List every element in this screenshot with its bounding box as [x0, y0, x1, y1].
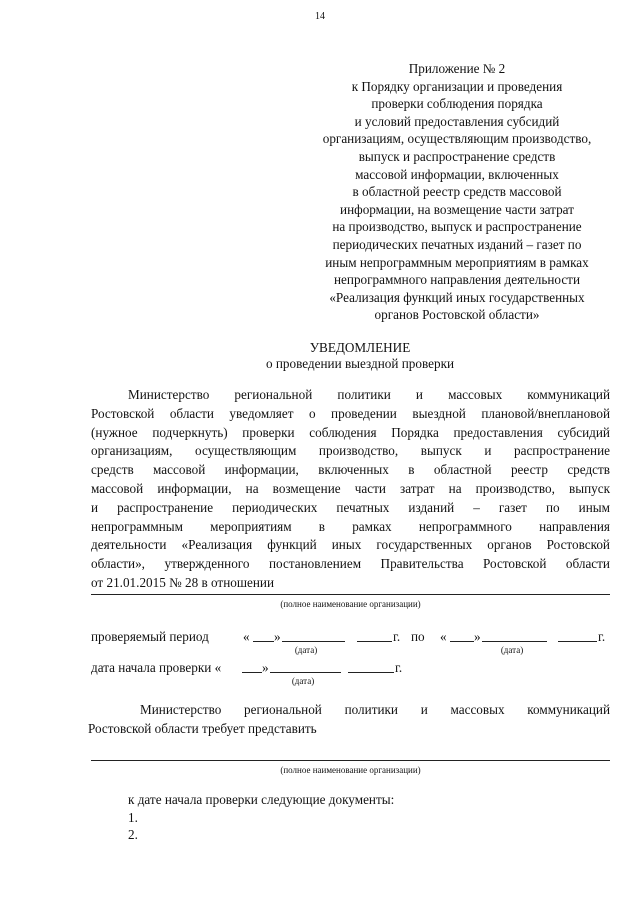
period-to-year-suffix: г.	[598, 629, 606, 644]
start-date-caption: (дата)	[291, 676, 315, 686]
request-paragraph	[88, 701, 610, 739]
org-name-field[interactable]	[91, 760, 610, 761]
paragraph-line: области», утвержденного постановлением Правительства Ростовской области	[91, 556, 610, 572]
period-from-year-field[interactable]	[357, 630, 392, 642]
period-close-quote: »	[474, 629, 481, 644]
paragraph-line: Министерство региональной политики и массовых коммуникаций	[140, 702, 610, 717]
paragraph-line: от 21.01.2015 № 28 в отношении	[91, 574, 275, 590]
period-to-day-field[interactable]	[450, 630, 474, 642]
appendix-line: и условий предоставления субсидий	[354, 113, 560, 129]
period-to-date-caption: (дата)	[500, 645, 524, 655]
period-from-day-field[interactable]	[253, 630, 274, 642]
period-open-quote: «	[243, 629, 250, 644]
paragraph-line: Министерство региональной политики и массовых коммуникаций	[128, 387, 610, 402]
start-date-month-field[interactable]	[270, 661, 341, 673]
period-open-quote: «	[440, 629, 447, 644]
documents-intro: к дате начала проверки следующие документы:	[128, 792, 395, 807]
paragraph-line: деятельности «Реализация функций иных государственных органов Ростовской	[91, 537, 610, 553]
period-to-label: по	[411, 629, 425, 644]
appendix-line: выпуск и распространение средств	[358, 148, 556, 164]
notice-paragraph	[91, 386, 610, 593]
start-date-label: дата начала проверки «	[91, 660, 222, 675]
appendix-line: «Реализация функций иных государственных	[329, 289, 585, 305]
appendix-line: органов Ростовской области»	[374, 307, 540, 323]
paragraph-line: и распространение периодических печатных изданий – газет по иным	[91, 499, 610, 515]
appendix-line: массовой информации, включенных	[355, 166, 559, 182]
appendix-line: информации, на возмещение части затрат	[340, 201, 574, 217]
paragraph-line: Ростовской области требует представить	[88, 720, 317, 736]
period-to-month-field[interactable]	[482, 630, 547, 642]
appendix-line: иным непрограммным мероприятиям в рамках	[325, 254, 589, 270]
list-item: 2.	[128, 827, 138, 842]
start-date-close-quote: »	[262, 660, 269, 675]
paragraph-line: средств массовой информации, включенных в областной реестр средств	[91, 462, 610, 478]
period-from-month-field[interactable]	[282, 630, 345, 642]
list-item: 1.	[128, 809, 138, 825]
org-name-caption: (полное наименование организации)	[280, 765, 421, 775]
page-number: 14	[315, 11, 325, 22]
period-close-quote: »	[274, 629, 281, 644]
period-label: проверяемый период	[91, 629, 209, 644]
paragraph-line: (нужное подчеркнуть) проверки соблюдения Порядка предоставления субсидий	[91, 424, 610, 440]
period-from-date-caption: (дата)	[294, 645, 318, 655]
appendix-line: периодических печатных изданий – газет по	[332, 236, 582, 252]
start-date-year-suffix: г.	[395, 660, 403, 675]
document-subtitle: о проведении выездной проверки	[265, 356, 455, 371]
paragraph-line: непрограммным мероприятиям в рамках непрограммного направления	[91, 518, 610, 534]
documents-list	[128, 791, 394, 844]
start-date-year-field[interactable]	[348, 661, 394, 673]
appendix-line: непрограммного направления деятельности	[333, 272, 581, 288]
appendix-line: к Порядку организации и проведения	[351, 78, 563, 94]
appendix-line: проверки соблюдения порядка	[371, 96, 543, 112]
appendix-line: в областной реестр средств массовой	[352, 184, 562, 200]
org-name-caption: (полное наименование организации)	[280, 599, 421, 609]
start-date-day-field[interactable]	[242, 661, 262, 673]
org-name-field[interactable]	[91, 594, 610, 595]
document-title: УВЕДОМЛЕНИЕ	[309, 340, 411, 355]
paragraph-line: организациям, осуществляющим производство, выпуск и распространение	[91, 443, 610, 459]
appendix-line: Приложение № 2	[408, 61, 506, 76]
appendix-line: на производство, выпуск и распространение	[332, 219, 582, 235]
paragraph-line: Ростовской области уведомляет о проведении выездной плановой/внеплановой	[91, 405, 610, 421]
period-to-year-field[interactable]	[558, 630, 597, 642]
period-row	[91, 628, 209, 645]
paragraph-line: массовой информации, на возмещение части затрат на производство, выпуск	[91, 480, 610, 496]
appendix-header	[298, 60, 616, 324]
period-from-year-suffix: г.	[393, 629, 401, 644]
appendix-line: организациям, осуществляющим производство,	[322, 131, 592, 147]
